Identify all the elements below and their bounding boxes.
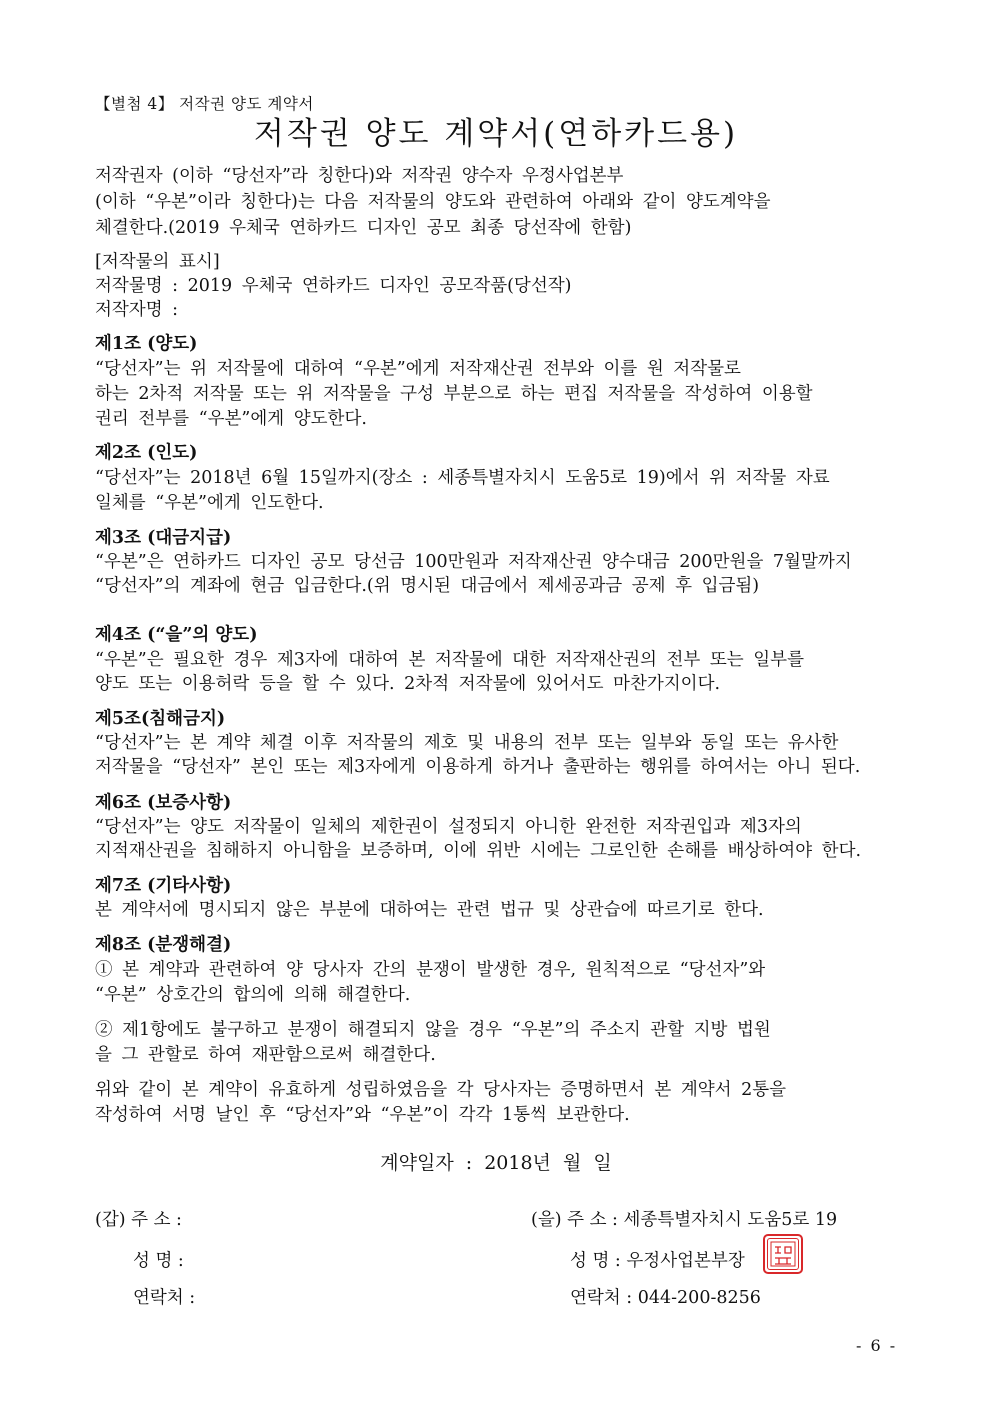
article-8-clause-1-line-2: “우본” 상호간의 합의에 의해 해결한다. [95, 985, 411, 1005]
article-7-heading: 제7조 (기타사항) [95, 876, 232, 896]
article-2-heading: 제2조 (인도) [95, 443, 198, 463]
article-8-heading: 제8조 (분쟁해결) [95, 935, 232, 955]
work-author-line: 저작자명 : [95, 300, 179, 320]
article-5-line-1: “당선자”는 본 계약 체결 이후 저작물의 제호 및 내용의 전부 또는 일부와 동일 또는 유사한 [95, 733, 839, 753]
seal-glyph-icon [768, 1239, 798, 1269]
article-2-line-2: 일체를 “우본”에게 인도한다. [95, 493, 324, 513]
article-6-heading: 제6조 (보증사항) [95, 793, 232, 813]
article-1-line-2: 하는 2차적 저작물 또는 위 저작물을 구성 부분으로 하는 편집 저작물을 작성하여 이용할 [95, 384, 813, 404]
article-1-line-1: “당선자”는 위 저작물에 대하여 “우본”에게 저작재산권 전부와 이를 원 저작물로 [95, 359, 741, 379]
article-8-clause-2-line-2: 을 그 관할로 하여 재판함으로써 해결한다. [95, 1045, 436, 1065]
attachment-note: 【별첨 4】 저작권 양도 계약서 [95, 95, 314, 113]
intro-line-2: (이하 “우본”이라 칭한다)는 다음 저작물의 양도와 관련하여 아래와 같이 양도계약을 [95, 192, 771, 212]
page-number: - 6 - [856, 1336, 898, 1355]
article-8-clause-1-line-1: ① 본 계약과 관련하여 양 당사자 간의 분쟁이 발생한 경우, 원칙적으로 “당선자”와 [95, 960, 766, 980]
article-4-heading: 제4조 (“을”의 양도) [95, 625, 258, 645]
document-title: 저작권 양도 계약서(연하카드용) [253, 116, 739, 152]
article-4-line-1: “우본”은 필요한 경우 제3자에 대하여 본 저작물에 대한 저작재산권의 전부 또는 일부를 [95, 650, 804, 670]
article-1-heading: 제1조 (양도) [95, 334, 198, 354]
work-name-line: 저작물명 : 2019 우체국 연하카드 디자인 공모작품(당선작) [95, 276, 572, 296]
closing-line-1: 위와 같이 본 계약이 유효하게 성립하였음을 각 당사자는 증명하면서 본 계약서 2통을 [95, 1080, 787, 1100]
article-3-line-2: “당선자”의 계좌에 현금 입금한다.(위 명시된 대금에서 제세공과금 공제 후 입금됨) [95, 576, 760, 596]
party-b-contact: 연락처 : 044-200-8256 [570, 1288, 761, 1308]
article-7-line-1: 본 계약서에 명시되지 않은 부분에 대하여는 관련 법규 및 상관습에 따르기로 한다. [95, 900, 764, 920]
article-5-line-2: 저작물을 “당선자” 본인 또는 제3자에게 이용하게 하거나 출판하는 행위를 하여서는 아니 된다. [95, 757, 861, 777]
intro-line-1: 저작권자 (이하 “당선자”라 칭한다)와 저작권 양수자 우정사업본부 [95, 166, 624, 186]
party-b-name: 성 명 : 우정사업본부장 [570, 1251, 745, 1271]
intro-line-3: 체결한다.(2019 우체국 연하카드 디자인 공모 최종 당선작에 한함) [95, 218, 632, 238]
contract-date: 계약일자 : 2018년 월 일 [380, 1152, 612, 1174]
closing-line-2: 작성하여 서명 날인 후 “당선자”와 “우본”이 각각 1통씩 보관한다. [95, 1105, 630, 1125]
work-display-heading: [저작물의 표시] [95, 252, 220, 272]
party-b-address: (을) 주 소 : 세종특별자치시 도움5로 19 [531, 1210, 838, 1230]
article-5-heading: 제5조(침해금지) [95, 709, 226, 729]
party-a-name: 성 명 : [133, 1251, 184, 1271]
article-4-line-2: 양도 또는 이용허락 등을 할 수 있다. 2차적 저작물에 있어서도 마찬가지이다. [95, 674, 721, 694]
party-a-address: (갑) 주 소 : [95, 1210, 182, 1230]
party-a-contact: 연락처 : [133, 1288, 196, 1308]
article-2-line-1: “당선자”는 2018년 6월 15일까지(장소 : 세종특별자치시 도움5로 19)에서 위 저작물 자료 [95, 468, 830, 488]
article-6-line-2: 지적재산권을 침해하지 아니함을 보증하며, 이에 위반 시에는 그로인한 손해를 배상하여야 한다. [95, 841, 862, 861]
article-3-line-1: “우본”은 연하카드 디자인 공모 당선금 100만원과 저작재산권 양수대금 200만원을 7월말까지 [95, 552, 852, 572]
article-1-line-3: 권리 전부를 “우본”에게 양도한다. [95, 409, 367, 429]
seal-text [767, 1238, 799, 1270]
article-6-line-1: “당선자”는 양도 저작물이 일체의 제한권이 설정되지 아니한 완전한 저작권입과 제3자의 [95, 817, 802, 837]
article-3-heading: 제3조 (대금지급) [95, 528, 232, 548]
article-8-clause-2-line-1: ② 제1항에도 불구하고 분쟁이 해결되지 않을 경우 “우본”의 주소지 관할 지방 법원 [95, 1020, 771, 1040]
official-seal-stamp [763, 1234, 803, 1274]
